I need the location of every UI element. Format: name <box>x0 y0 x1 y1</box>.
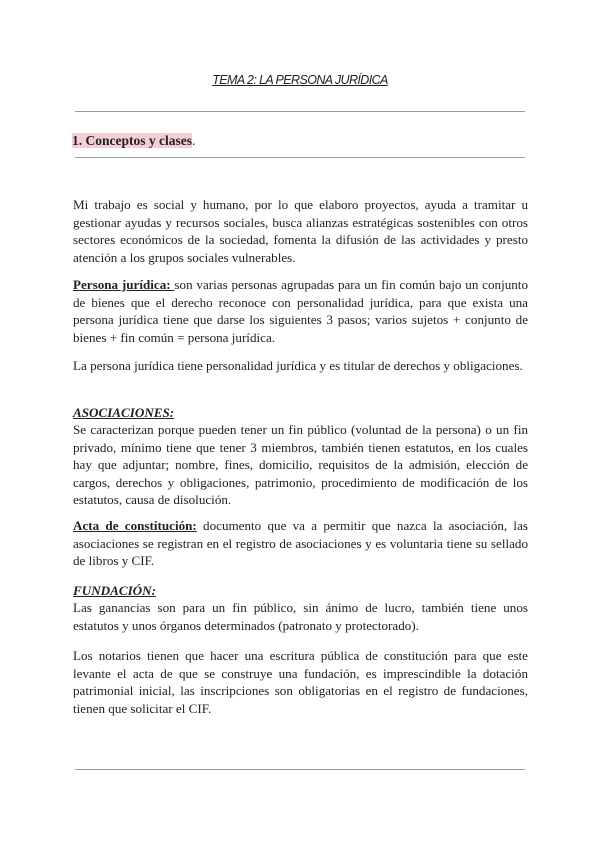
acta-text: documento que va a permitir que nazca la asociación, las asociaciones se registran en el registro de asociaciones y es voluntaria tiene su sellado de libros y CIF. <box>73 518 528 569</box>
persona-note-paragraph <box>73 357 528 375</box>
fundacion-text: Las ganancias son para un fin público, sin ánimo de lucro, también tiene unos estatutos y unos órganos determinados (patronato y protectorado). <box>73 600 528 633</box>
asociaciones-text: Se caracterizan porque pueden tener un fin público (voluntad de la persona) o un fin privado, mínimo tiene que tener 3 miembros, también tienen estatutos, en los cuales hay que adjuntar; nombre, fines, domicilio, requisitos de la admisión, elección de cargos, derechos y obligaciones, patrimonio, procedimiento de modificación de los estatutos, causa de disolución. <box>73 422 528 508</box>
fundacion-paragraph <box>73 599 528 634</box>
notarios-paragraph <box>73 647 528 717</box>
fundacion-label-block <box>73 582 528 600</box>
acta-paragraph <box>73 517 528 570</box>
section-heading-text: 1. Conceptos y clases <box>72 133 192 148</box>
asociaciones-paragraph <box>73 421 528 509</box>
divider-section <box>75 157 525 158</box>
asociaciones-label-block <box>73 404 528 422</box>
fundacion-label: FUNDACIÓN: <box>73 583 156 598</box>
acta-label: Acta de constitución: <box>73 518 197 533</box>
persona-paragraph <box>73 276 528 346</box>
persona-label: Persona jurídica: <box>73 277 175 292</box>
persona-note-text: La persona jurídica tiene personalidad jurídica y es titular de derechos y obligaciones. <box>73 358 523 373</box>
persona-text: son varias personas agrupadas para un fin común bajo un conjunto de bienes que el derecho reconoce con personalidad jurídica, para que exista una persona jurídica tiene que darse los siguientes 3 pasos; varios sujetos + conjunto de bienes + fin común = persona jurídica. <box>73 277 528 345</box>
intro-text: Mi trabajo es social y humano, por lo que elaboro proyectos, ayuda a tramitar u gestionar ayudas y recursos sociales, busca alianzas estratégicas sostenibles con otros sectores económicos de la sociedad, fomenta la difusión de las actividades y presto atención a los grupos sociales vulnerables. <box>73 197 528 265</box>
divider-bottom <box>75 769 525 770</box>
intro-paragraph <box>73 196 528 266</box>
section-heading-end: . <box>192 133 196 148</box>
asociaciones-label: ASOCIACIONES: <box>73 405 175 420</box>
notarios-text: Los notarios tienen que hacer una escritura pública de constitución para que este levante el acta de que se construye una fundación, es imprescindible la dotación patrimonial inicial, las inscripciones son obligatorias en el registro de fundaciones, tienen que solicitar el CIF. <box>73 648 528 716</box>
section-heading <box>72 133 195 149</box>
divider-top <box>75 111 525 112</box>
document-title: TEMA 2: LA PERSONA JURÍDICA <box>212 73 388 87</box>
